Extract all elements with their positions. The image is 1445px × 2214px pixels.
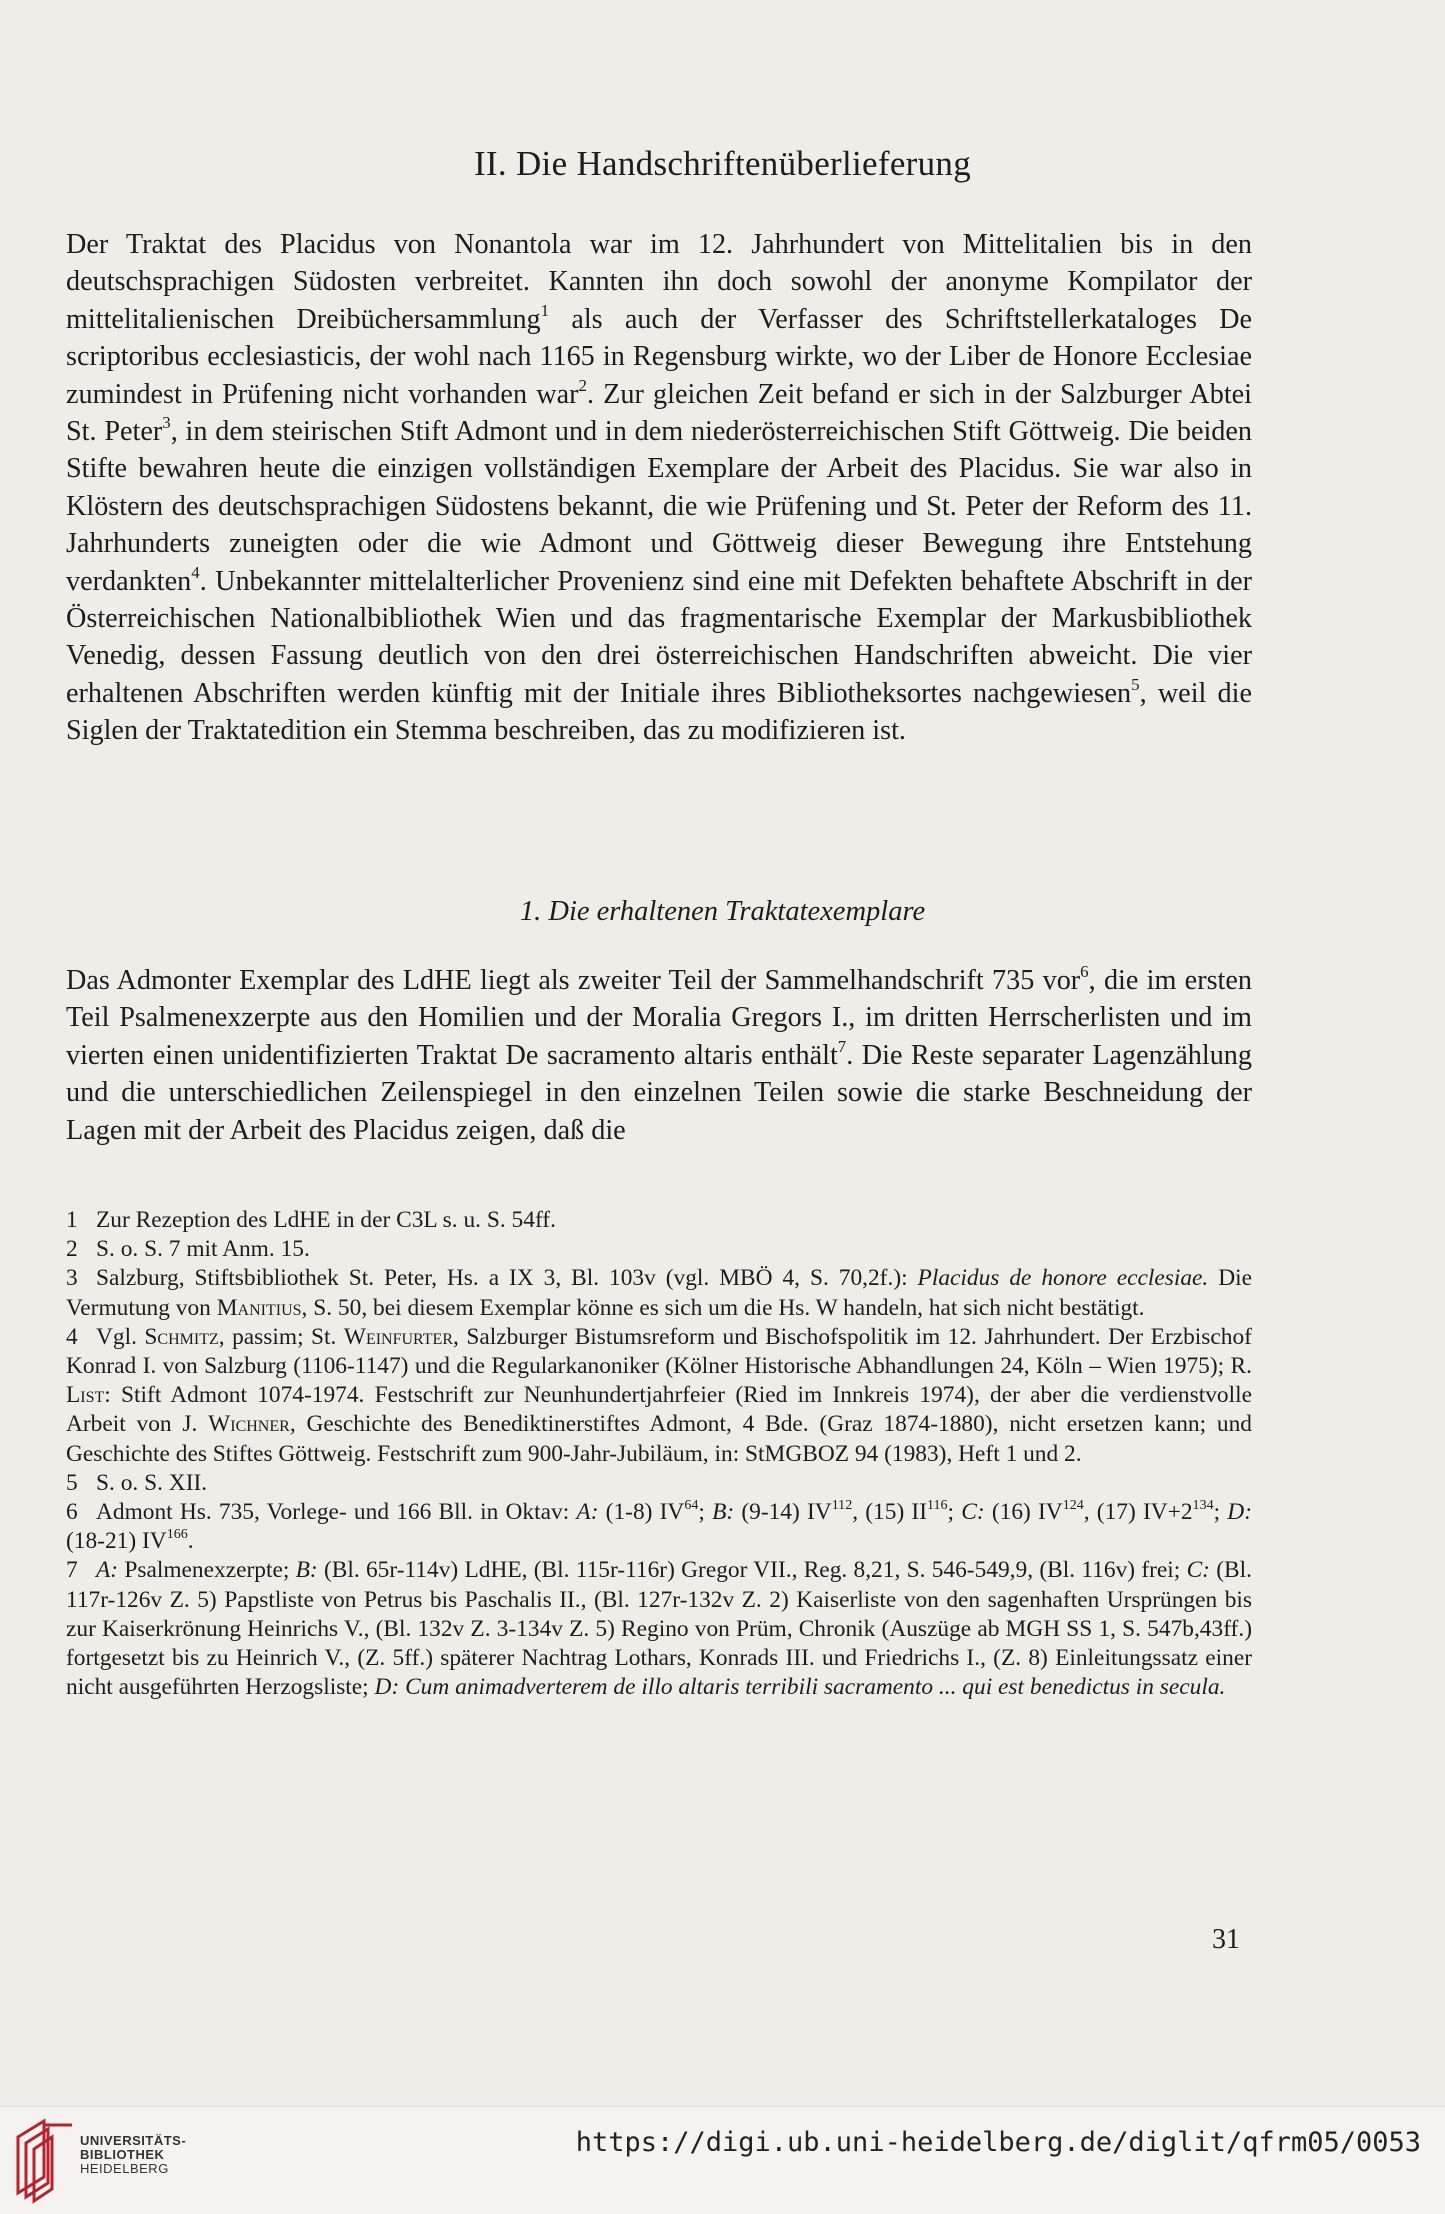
siglum: A: bbox=[96, 1557, 119, 1584]
footnote-text: S. o. S. XII. bbox=[96, 1469, 208, 1496]
footnote-text: , (17) IV+2 bbox=[1083, 1499, 1193, 1526]
author-name: Weinfurter bbox=[343, 1323, 453, 1350]
footnote-number: 7 bbox=[66, 1557, 78, 1584]
footnote-ref: 7 bbox=[837, 1036, 847, 1056]
text-run: Der Traktat des Placidus von Nonantola war im 12. Jahrhundert von Mittelitalien bis in den deutschsprachigen Südosten verbreitet. Kannten ihn doch sowohl der anonyme Kompilator der mittelitalienischen Dreibüchersammlung bbox=[66, 229, 1252, 335]
footnote-number: 4 bbox=[66, 1323, 78, 1350]
library-name bbox=[80, 2134, 186, 2176]
footnote-number: 6 bbox=[66, 1499, 78, 1526]
footnote-text: , Salzburger Bistumsreform und Bischofspolitik im 12. Jahrhundert. Der Erzbischof Konrad I. von Salzburg (1106-1147) und die Regularkanoniker (Kölner Historische Abhandlungen 24, Köln – Wien 1975); R. bbox=[66, 1323, 1252, 1380]
author-name: List bbox=[66, 1382, 105, 1409]
author-name: Schmitz bbox=[144, 1323, 219, 1350]
text-run: Das Admonter Exemplar des LdHE liegt als zweiter Teil der Sammelhandschrift 735 vor bbox=[66, 965, 1081, 996]
footnote-text: : Stift Admont 1074-1974. Festschrift zur Neunhundertjahrfeier (Ried im Innkreis 1974), der aber die verdienstvolle Arbeit von J. bbox=[66, 1382, 1252, 1438]
text-run: , weil die Siglen der Traktatedition ein Stemma beschreiben, das zu modifizieren ist. bbox=[66, 677, 1252, 747]
footnotes bbox=[66, 1206, 1252, 1702]
footnote-text: Vgl. bbox=[96, 1323, 145, 1350]
footnote-text: Salzburg, Stiftsbibliothek St. Peter, Hs. a IX 3, Bl. 103v (vgl. MBÖ 4, S. 70,2f.): bbox=[96, 1265, 918, 1292]
footnote-text: , S. 50, bei diesem Exemplar könne es sich um die Hs. W handeln, hat sich nicht bestätigt. bbox=[301, 1294, 1145, 1321]
text-run: . Zur gleichen Zeit befand er sich in der Salzburger Abtei St. Peter bbox=[66, 378, 1252, 448]
footnote-number: 2 bbox=[66, 1236, 78, 1263]
footnote-text: Zur Rezeption des LdHE in der C3L s. u. S. 54ff. bbox=[96, 1207, 556, 1233]
viewer-footer bbox=[0, 2106, 1445, 2214]
superscript: 166 bbox=[166, 1526, 188, 1543]
footnote-italic: Cum animadverterem de illo altaris terribili sacramento ... qui est benedictus in secula. bbox=[399, 1674, 1226, 1701]
siglum: B: bbox=[295, 1557, 318, 1584]
footnote-text: (Bl. 65r-114v) LdHE, (Bl. 115r-116r) Gregor VII., Reg. 8,21, S. 546-549,9, (Bl. 116v) frei; bbox=[317, 1557, 1187, 1584]
superscript: 124 bbox=[1062, 1497, 1084, 1514]
library-name-line: UNIVERSITÄTS- bbox=[80, 2133, 187, 2148]
footnote-5 bbox=[66, 1469, 1252, 1498]
siglum: D: bbox=[1227, 1499, 1252, 1526]
footnote-text: (9-14) IV bbox=[734, 1499, 832, 1526]
siglum: A: bbox=[576, 1499, 599, 1526]
chapter-heading: II. Die Handschriftenüberlieferung bbox=[473, 144, 972, 183]
siglum: C: bbox=[1186, 1557, 1210, 1584]
footnote-italic: Placidus de honore ecclesiae. bbox=[917, 1265, 1209, 1292]
footnote-2 bbox=[66, 1235, 1252, 1264]
section-heading: 1. Die erhaltenen Traktatexemplare bbox=[519, 896, 926, 927]
siglum: D: bbox=[374, 1674, 400, 1701]
permalink-url[interactable]: https://digi.ub.uni-heidelberg.de/diglit/qfrm05/0053 bbox=[575, 2127, 1421, 2158]
text-run: , in dem steirischen Stift Admont und in dem niederösterreichischen Stift Göttweig. Die beiden Stifte bewahren heute die einzigen vollständigen Exemplare der Arbeit des Placidus. Sie war also in Klöstern des deutschsprachigen Südostens bekannt, die wie Prüfening und St. Peter der Reform des 11. Jahrhunderts zuneigten oder die wie Admont und Göttweig dieser Bewegung ihre Entstehung verdankten bbox=[66, 416, 1252, 597]
superscript: 64 bbox=[684, 1497, 699, 1514]
footnote-7 bbox=[66, 1556, 1252, 1702]
footnote-text: ; bbox=[1213, 1499, 1228, 1526]
footnote-text: (1-8) IV bbox=[598, 1499, 685, 1526]
university-library-logo-icon bbox=[14, 2117, 78, 2205]
text-run: . Die Reste separater Lagenzählung und die unterschiedlichen Zeilenspiegel in den einzelnen Teilen sowie die starke Beschneidung der Lagen mit der Arbeit des Placidus zeigen, daß die bbox=[66, 1039, 1252, 1146]
superscript: 116 bbox=[927, 1497, 948, 1514]
footnote-text: (16) IV bbox=[984, 1499, 1063, 1526]
body-paragraph-1 bbox=[66, 226, 1252, 750]
footnote-ref: 4 bbox=[191, 562, 200, 582]
siglum: B: bbox=[712, 1499, 735, 1526]
footnote-text: S. o. S. 7 mit Anm. 15. bbox=[96, 1236, 310, 1263]
library-name-line: BIBLIOTHEK bbox=[80, 2147, 165, 2162]
footnote-number: 1 bbox=[66, 1207, 78, 1233]
footnote-ref: 1 bbox=[540, 300, 550, 320]
footnote-ref: 6 bbox=[1080, 962, 1089, 982]
superscript: 112 bbox=[831, 1497, 853, 1514]
author-name: Wichner bbox=[208, 1411, 290, 1438]
footnote-4 bbox=[66, 1323, 1252, 1469]
text-run: . Unbekannter mittelalterlicher Provenienz sind eine mit Defekten behaftete Abschrift in der Österreichischen Nationalbibliothek Wien und das fragmentarische Exemplar der Markusbibliothek Venedig, dessen Fassung deutlich von den drei österreichischen Handschriften abweicht. Die vier erhaltenen Abschriften werden künftig mit der Initiale ihres Bibliotheksortes nachgewiesen bbox=[66, 565, 1252, 709]
footnote-text: (Bl. 117r-126v Z. 5) Papstliste von Petrus bis Paschalis II., (Bl. 127r-132v Z. 2) Kaiserliste von den sagenhaften Ursprüngen bis zur Kaiserkrönung Heinrichs V., (Bl. 132v Z. 3-134v Z. 5) Regino von Prüm, Chronik (Auszüge ab MGH SS 1, S. 547b,43ff.) fortgesetzt bis zu Heinrich V., (Z. 5ff.) späterer Nachtrag Lothars, Konrads III. und Friedrichs I., (Z. 8) Einleitungssatz einer nicht ausgeführten Herzogsliste; bbox=[66, 1557, 1252, 1701]
footnote-text: Psalmenexzerpte; bbox=[118, 1557, 296, 1584]
siglum: C: bbox=[961, 1499, 985, 1526]
footnote-text: . bbox=[187, 1528, 194, 1555]
text-run: , die im ersten Teil Psalmenexzerpte aus den Homilien und der Moralia Gregors I., im dritten Herrscherlisten und im vierten einen unidentifizierten Traktat De sacramento altaris enthält bbox=[66, 965, 1252, 1071]
footnote-text: Die Vermutung von bbox=[66, 1265, 1252, 1321]
footnote-1 bbox=[66, 1206, 1252, 1235]
footnote-text: , passim; St. bbox=[218, 1323, 344, 1350]
footnote-text: Admont Hs. 735, Vorlege- und 166 Bll. in Oktav: bbox=[96, 1499, 577, 1526]
footnote-6 bbox=[66, 1498, 1252, 1556]
footnote-3 bbox=[66, 1264, 1252, 1322]
footnote-number: 5 bbox=[66, 1469, 78, 1496]
footnote-text: (18-21) IV bbox=[66, 1528, 167, 1555]
text-run: als auch der Verfasser des Schriftstellerkataloges De scriptoribus ecclesiasticis, der wohl nach 1165 in Regensburg wirkte, wo der Liber de Honore Ecclesiae zumindest in Prüfening nicht vorhanden war bbox=[66, 303, 1252, 410]
footnote-text: , (15) II bbox=[852, 1499, 928, 1526]
footnote-ref: 2 bbox=[578, 375, 587, 395]
footnote-text: , Geschichte des Benediktinerstiftes Admont, 4 Bde. (Graz 1874-1880), nicht ersetzen kann; und Geschichte des Stiftes Göttweig. Festschrift zum 900-Jahr-Jubiläum, in: StMGBOZ 94 (1983), Heft 1 und 2. bbox=[66, 1411, 1253, 1467]
superscript: 134 bbox=[1192, 1497, 1214, 1514]
footnote-ref: 3 bbox=[162, 413, 171, 433]
footnote-ref: 5 bbox=[1131, 675, 1140, 695]
page-number: 31 bbox=[1212, 1924, 1240, 1955]
footnote-text: ; bbox=[947, 1499, 962, 1526]
footnote-number: 3 bbox=[66, 1265, 78, 1292]
author-name: Manitius bbox=[216, 1294, 302, 1321]
body-paragraph-2 bbox=[66, 962, 1252, 1149]
library-name-line: HEIDELBERG bbox=[80, 2161, 169, 2176]
footnote-text: ; bbox=[698, 1499, 713, 1526]
